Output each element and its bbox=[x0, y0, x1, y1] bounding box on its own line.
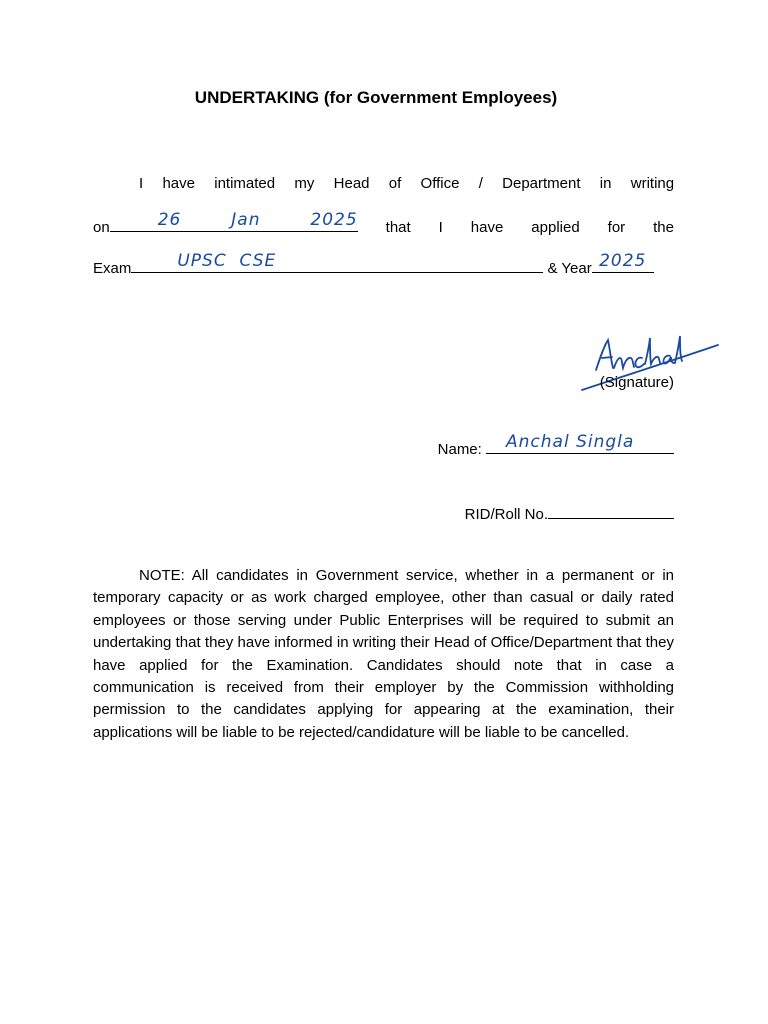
w-the: the bbox=[653, 219, 674, 236]
w-that: that bbox=[385, 219, 411, 236]
note-paragraph: NOTE: All candidates in Government service, whether in a permanent or in temporary capacity or as work charged employee, other than casual or daily rated employees or those serving under Public Enterprises will be required to submit an undertaking that they have informed in writing their Head of Office/Department that they have applied for the Examination. Candidates should note that in case a communication is received from their employer by the Commission withholding permission to the candidates applying for appearing at the examination, their applications will be liable to be rejected/candidature will be liable to be cancelled. bbox=[93, 567, 674, 741]
w1: I bbox=[139, 175, 144, 192]
rid-row bbox=[93, 503, 674, 523]
w6: of bbox=[388, 175, 402, 192]
w-for: for bbox=[607, 219, 626, 236]
paragraph-line-1 bbox=[93, 175, 674, 192]
date-handwritten: 26 Jan 2025 bbox=[157, 210, 358, 230]
on-label: on bbox=[93, 219, 110, 236]
name-row bbox=[93, 432, 674, 458]
w9: Department bbox=[502, 175, 581, 192]
w3: intimated bbox=[214, 175, 276, 192]
w4: my bbox=[294, 175, 315, 192]
year-field[interactable] bbox=[592, 251, 654, 273]
date-field[interactable] bbox=[110, 210, 358, 232]
exam-handwritten: UPSC CSE bbox=[177, 251, 277, 271]
paragraph-line-2 bbox=[93, 210, 674, 236]
w-i: I bbox=[438, 219, 443, 236]
year-label: & Year bbox=[547, 260, 592, 277]
name-handwritten: Anchal Singla bbox=[506, 432, 635, 452]
rid-label: RID/Roll No. bbox=[464, 506, 548, 523]
name-label: Name: bbox=[437, 441, 482, 458]
paragraph-line-3 bbox=[93, 251, 674, 277]
w5: Head bbox=[333, 175, 370, 192]
w11: writing bbox=[630, 175, 675, 192]
exam-field[interactable] bbox=[131, 251, 543, 273]
year-handwritten: 2025 bbox=[599, 251, 647, 271]
signature-label: (Signature) bbox=[599, 374, 674, 391]
w-have: have bbox=[470, 219, 504, 236]
name-field[interactable] bbox=[486, 432, 674, 454]
w10: in bbox=[599, 175, 612, 192]
w-applied: applied bbox=[531, 219, 580, 236]
document-title: UNDERTAKING (for Government Employees) bbox=[194, 88, 558, 107]
w8: / bbox=[478, 175, 483, 192]
rid-field[interactable] bbox=[548, 503, 674, 519]
w7: Office bbox=[420, 175, 460, 192]
w2: have bbox=[162, 175, 195, 192]
exam-label: Exam bbox=[93, 260, 132, 277]
